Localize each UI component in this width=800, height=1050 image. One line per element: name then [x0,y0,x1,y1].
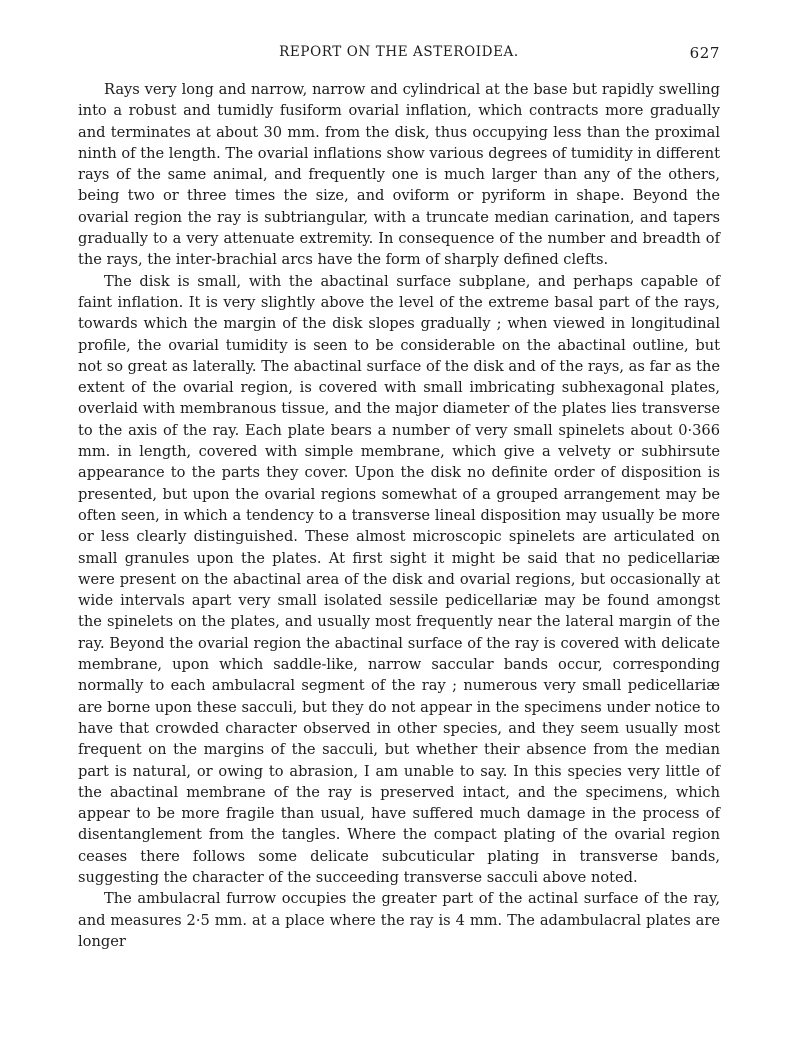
page-number: 627 [689,44,720,62]
running-title: REPORT ON THE ASTEROIDEA. [279,44,519,60]
running-header [78,44,720,68]
paragraph-rays: Rays very long and narrow, narrow and cylindrical at the base but rapidly swelling into a robust and tumidly fusiform ovarial inflation, which contracts more gradually and terminates at about 30 mm. from the disk, thus occupying less than the proximal ninth of the length. The ovarial inflations show various degrees of tumidity in different rays of the same animal, and frequently one is much larger than any of the others, being two or three times the size, and oviform or pyriform in shape. Beyond the ovarial region the ray is subtriangular, with a truncate median carination, and tapers gradually to a very attenuate extremity. In consequence of the number and breadth of the rays, the inter-brachial arcs have the form of sharply defined clefts. [78,81,720,269]
paragraph-disk: The disk is small, with the abactinal surface subplane, and perhaps capable of faint inflation. It is very slightly above the level of the extreme basal part of the rays, towards which the margin of the disk slopes gradually ; when viewed in longitudinal profile, the ovarial tumidity is seen to be considerable on the abactinal outline, but not so great as laterally. The abactinal surface of the disk and of the rays, as far as the extent of the ovarial region, is covered with small imbricating subhexagonal plates, overlaid with membranous tissue, and the major diameter of the plates lies transverse to the axis of the ray. Each plate bears a number of very small spinelets about 0·366 mm. in length, covered with simple membrane, which give a velvety or subhirsute appearance to the parts they cover. Upon the disk no definite order of disposition is presented, but upon the ovarial regions somewhat of a grouped arrangement may be often seen, in which a tendency to a transverse lineal disposition may usually be more or less clearly distinguished. These almost microscopic spinelets are articulated on small granules upon the plates. At first sight it might be said that no pedicellariæ were present on the abactinal area of the disk and ovarial regions, but occasionally at wide intervals apart very small isolated sessile pedicellariæ may be found amongst the spinelets on the plates, and usually most frequently near the lateral margin of the ray. Beyond the ovarial region the abactinal surface of the ray is covered with delicate membrane, upon which saddle-like, narrow saccular bands occur, corresponding normally to each ambulacral segment of the ray ; numerous very small pedicellariæ are borne upon these sacculi, but they do not appear in the specimens under notice to have that crowded character observed in other species, and they seem usually most frequent on the margins of the sacculi, but whether their absence from the median part is natural, or owing to abrasion, I am unable to say. In this species very little of the abactinal membrane of the ray is preserved intact, and the specimens, which appear to be more fragile than usual, have suffered much damage in the process of disentanglement from the tangles. Where the compact plating of the ovarial region ceases there follows some delicate subcuticular plating in transverse bands, suggesting the character of the succeeding transverse sacculi above noted. [78,272,720,886]
book-page [78,44,720,952]
body-text [78,79,720,952]
paragraph-ambulacral-furrow: The ambulacral furrow occupies the greater part of the actinal surface of the ray, and measures 2·5 mm. at a place where the ray is 4 mm. The adambulacral plates are longer [78,890,720,950]
